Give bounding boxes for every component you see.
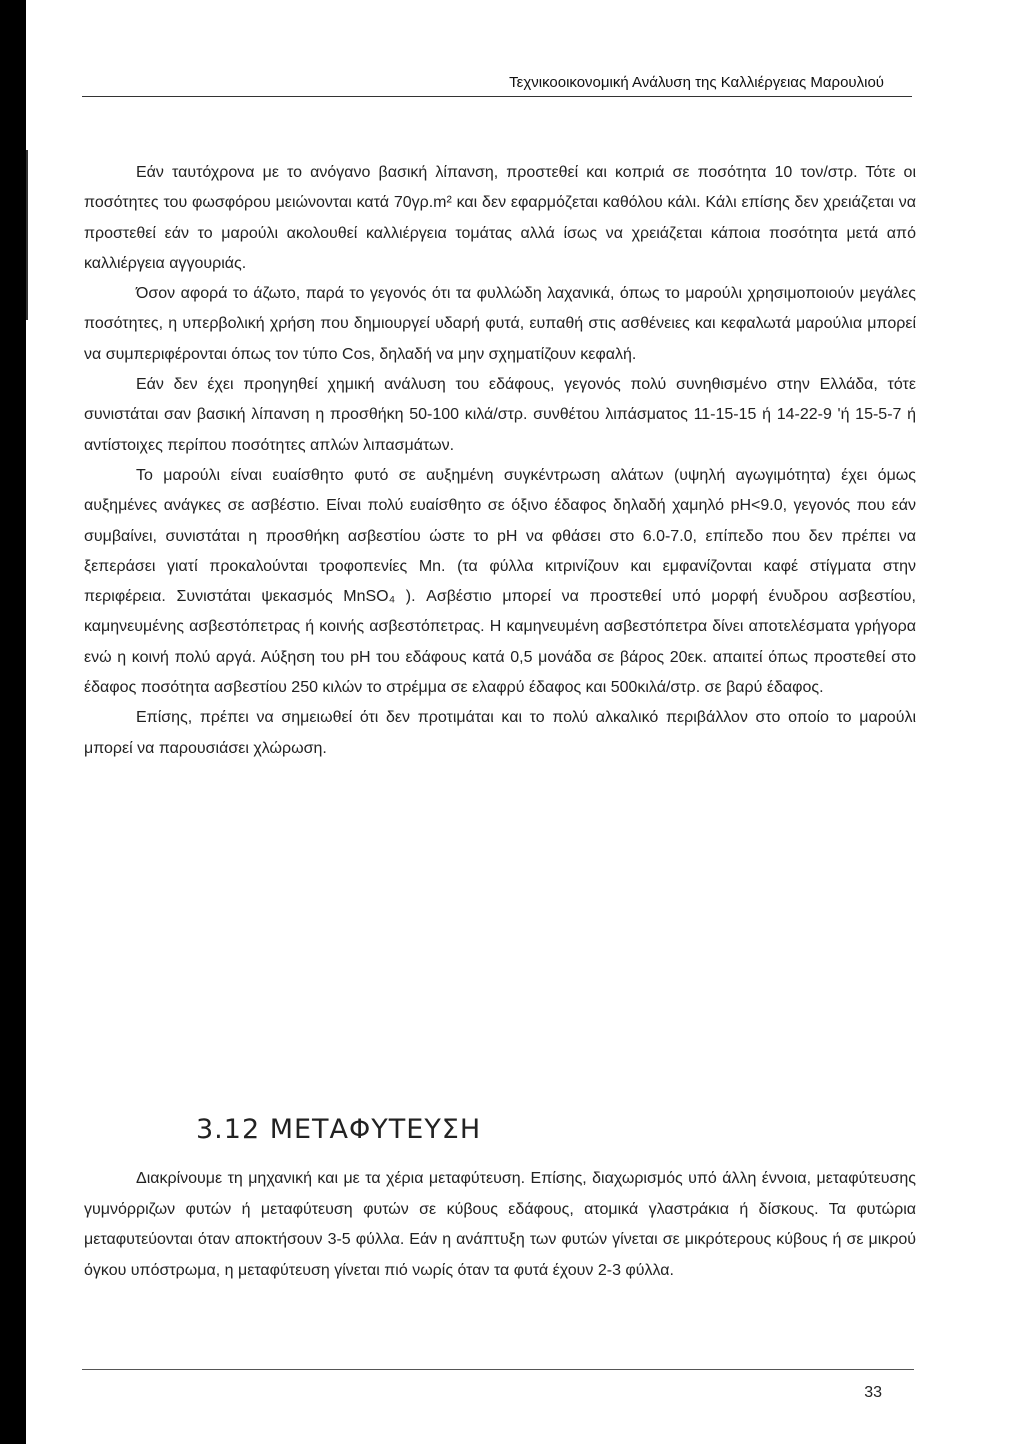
- paragraph-3: Εάν δεν έχει προηγηθεί χημική ανάλυση του εδάφους, γεγονός πολύ συνηθισμένο στην Ελλάδα, τότε συνιστάται σαν βασική λίπανση η προσθήκη 50-100 κιλά/στρ. συνθέτου λιπάσματος 11-15-15 ή 14-22-9 'ή 15-5-7 ή αντίστοιχες περίπου ποσότητες απλών λιπασμάτων.: [84, 376, 916, 454]
- running-header: Τεχνικοοικονομική Ανάλυση της Καλλιέργειας Μαρουλιού: [509, 74, 884, 91]
- paragraph-5: Επίσης, πρέπει να σημειωθεί ότι δεν προτιμάται και το πολύ αλκαλικό περιβάλλον στο οποίο το μαρούλι μπορεί να παρουσιάσει χλώρωση.: [84, 709, 916, 757]
- paragraph-4: Το μαρούλι είναι ευαίσθητο φυτό σε αυξημένη συγκέντρωση αλάτων (υψηλή αγωγιμότητα) έχει όμως αυξημένες ανάγκες σε ασβέστιο. Είναι πολύ ευαίσθητο σε όξινο έδαφος δηλαδή χαμηλό pH<9.0, γεγονός που εάν συμβαίνει, συνιστάται η προσθήκη ασβεστίου ώστε το pH να φθάσει στο 6.0-7.0, επίπεδο που δεν πρέπει να ξεπεράσει γιατί προκαλούνται τροφοπενίες Mn. (τα φύλλα κιτρινίζουν και εμφανίζονται καφέ στίγματα στην περιφέρεια. Συνιστάται ψεκασμός MnSO₄ ). Ασβέστιο μπορεί να προστεθεί υπό μορφή ένυδρου ασβεστίου, καμηνευμένης ασβεστόπετρας ή κοινής ασβεστόπετρας. Η καμηνευμένη ασβεστόπετρα δίνει αποτελέσματα γρήγορα ενώ η κοινή πολύ αργά. Αύξηση του pH του εδάφους κατά 0,5 μονάδα σε βάρος 20εκ. απαιτεί όπως προστεθεί στο έδαφος ποσότητα ασβεστίου 250 κιλών το στρέμμα σε ελαφρύ έδαφος και 500κιλά/στρ. σε βαρύ έδαφος.: [84, 466, 916, 697]
- paragraph-1: Εάν ταυτόχρονα με το ανόγανο βασική λίπανση, προστεθεί και κοπριά σε ποσότητα 10 τον/στρ. Τότε οι ποσότητες του φωσφόρου μειώνονται κατά 70γρ.m² και δεν εφαρμόζεται καθόλου κάλι. Κάλι επίσης δεν χρειάζεται να προστεθεί εάν το μαρούλι ακολουθεί καλλιέργεια τομάτας αλλά ίσως να χρειάζεται κάποια ποσότητα μετά από καλλιέργεια αγγουριάς.: [84, 164, 916, 272]
- header-rule: [82, 96, 912, 97]
- section-body: [84, 1164, 916, 1287]
- page-number: 33: [864, 1384, 882, 1401]
- section-heading: 3.12 ΜΕΤΑΦΥΤΕΥΣΗ: [196, 1114, 482, 1145]
- margin-rule: [26, 150, 28, 320]
- body-text: [84, 158, 916, 764]
- footer-rule: [82, 1369, 914, 1370]
- paragraph-2: Όσον αφορά το άζωτο, παρά το γεγονός ότι τα φυλλώδη λαχανικά, όπως το μαρούλι χρησιμοποιούν μεγάλες ποσότητες, η υπερβολική χρήση που δημιουργεί υδαρή φυτά, ευπαθή στις ασθένειες και κεφαλωτά μαρούλια μπορεί να συμπεριφέρονται όπως τον τύπο Cos, δηλαδή να μην σχηματίζουν κεφαλή.: [84, 285, 916, 363]
- section-paragraph: Διακρίνουμε τη μηχανική και με τα χέρια μεταφύτευση. Επίσης, διαχωρισμός υπό άλλη έννοια, μεταφύτευσης γυμνόρριζων φυτών ή μεταφύτευση φυτών σε κύβους εδάφους, ατομικά γλαστράκια ή δίσκους. Τα φυτώρια μεταφυτεύονται όταν αποκτήσουν 3-5 φύλλα. Εάν η ανάπτυξη των φυτών γίνεται σε μικρότερους κύβους ή σε μικρού όγκου υπόστρωμα, η μεταφύτευση γίνεται πιό νωρίς όταν τα φυτά έχουν 2-3 φύλλα.: [84, 1170, 916, 1280]
- document-page: [26, 0, 1024, 1444]
